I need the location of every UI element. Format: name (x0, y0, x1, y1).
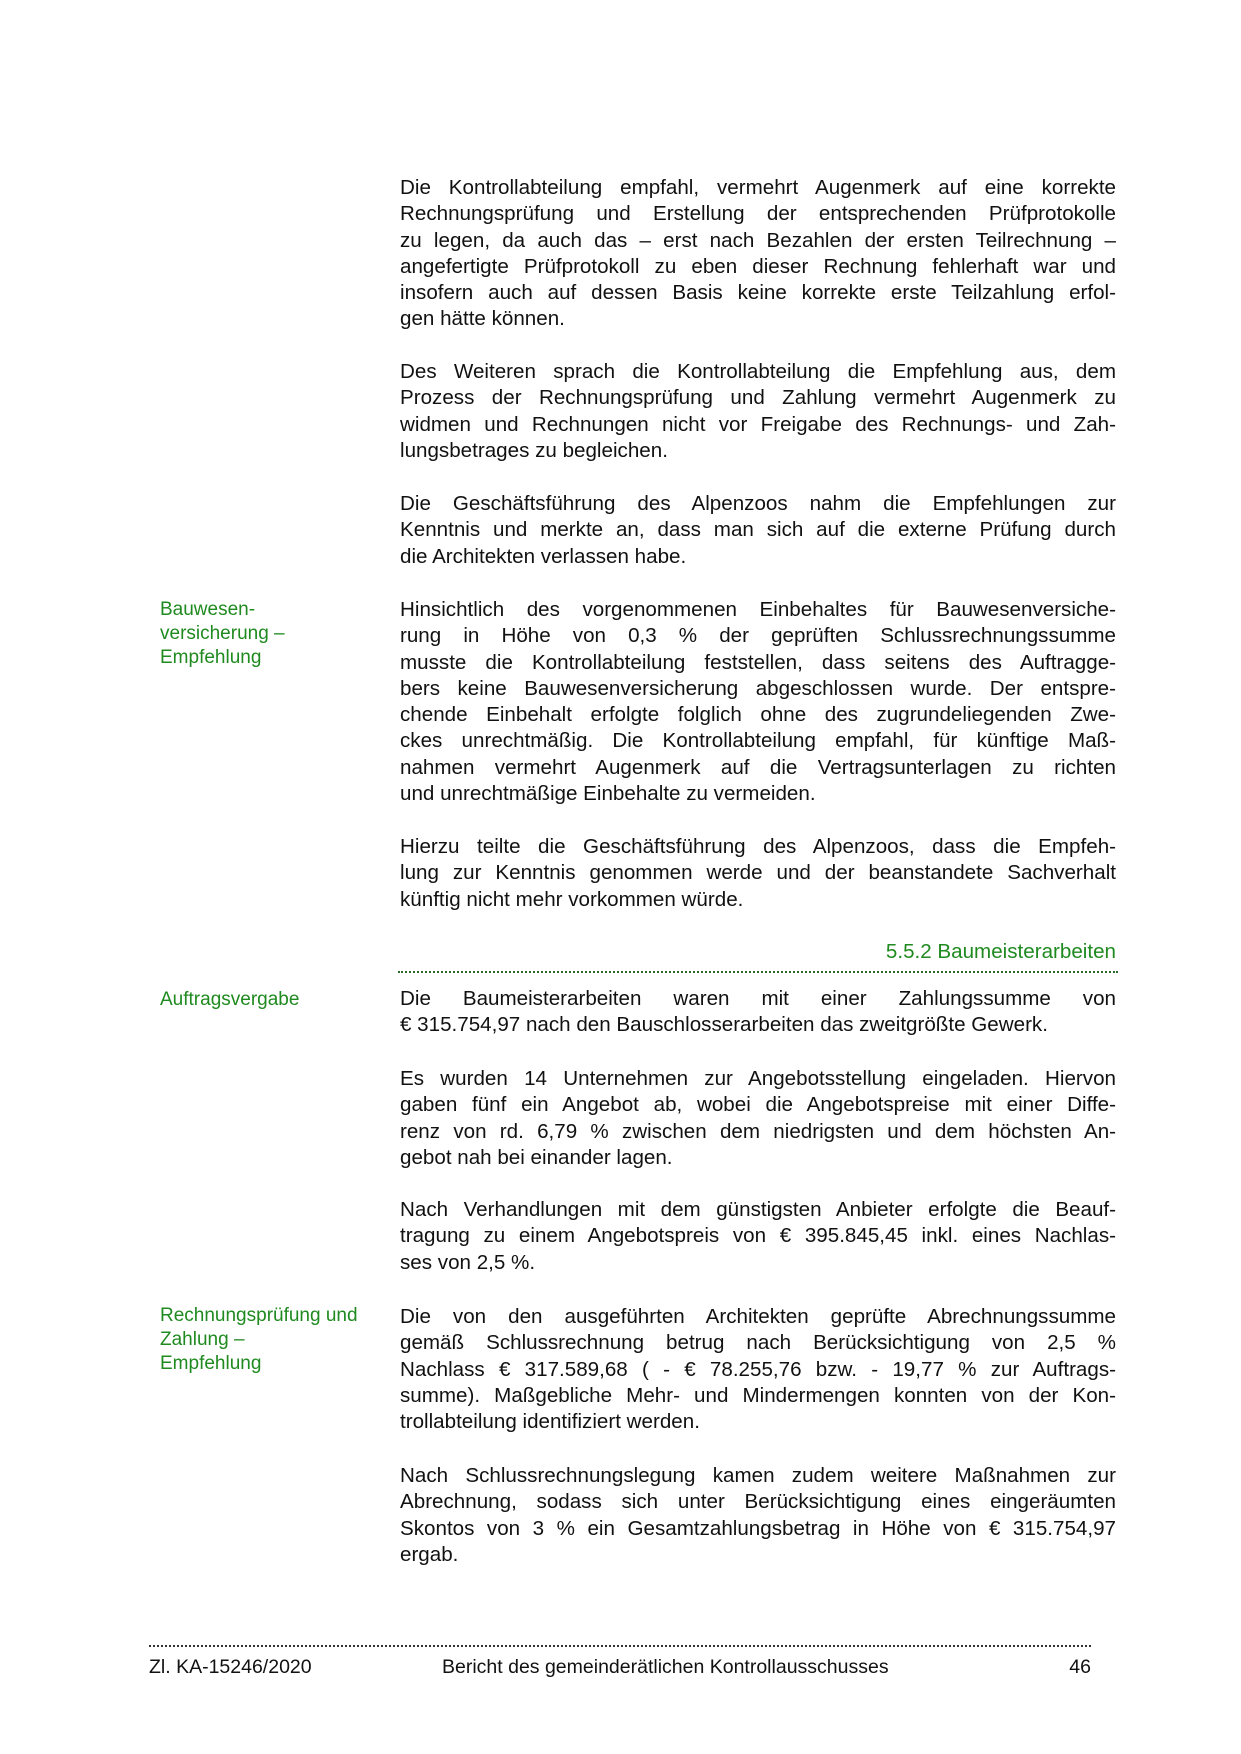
section-divider (398, 971, 1118, 973)
paragraph (400, 1066, 1116, 1171)
text-line: ses von 2,5 %. (400, 1250, 536, 1274)
paragraph (400, 359, 1116, 464)
text-line: Nach Schlussrechnungslegung kamen zudem weitere Maßnahmen zur (400, 1464, 1116, 1487)
text-line: insofern auch auf dessen Basis keine korrekte erste Teilzahlung erfol- (400, 281, 1116, 305)
text-line: Nach Verhandlungen mit dem günstigsten Anbieter erfolgte die Beauf- (400, 1198, 1116, 1221)
margin-note-line: versicherung – (160, 623, 285, 644)
text-line: Prozess der Rechnungsprüfung und Zahlung vermehrt Augenmerk zu (400, 386, 1116, 410)
paragraph (400, 175, 1116, 333)
text-line: Kenntnis und merkte an, dass man sich auf die externe Prüfung durch (400, 518, 1116, 542)
paragraph (400, 834, 1116, 913)
margin-note-line: Rechnungsprüfung und (160, 1305, 358, 1326)
text-line: € 315.754,97 nach den Bauschlosserarbeiten das zweitgrößte Gewerk. (400, 1013, 1048, 1037)
margin-note-line: Bauwesen- (160, 599, 256, 620)
margin-note (160, 988, 390, 1012)
text-line: trollabteilung identifiziert werden. (400, 1410, 700, 1434)
text-line: gen hätte können. (400, 307, 565, 331)
text-line: Hierzu teilte die Geschäftsführung des Alpenzoos, dass die Empfeh- (400, 835, 1116, 858)
text-line: renz von rd. 6,79 % zwischen dem niedrigsten und dem höchsten An- (400, 1119, 1116, 1143)
paragraph (400, 1304, 1116, 1435)
text-line: chende Einbehalt erfolgte folglich ohne des zugrundeliegenden Zwe- (400, 703, 1116, 727)
text-line: summe). Maßgebliche Mehr- und Mindermengen konnten von der Kon- (400, 1383, 1116, 1407)
margin-note (160, 598, 390, 670)
paragraph (400, 1197, 1116, 1276)
footer-title: Bericht des gemeinderätlichen Kontrollausschusses (442, 1656, 889, 1678)
section-heading: 5.5.2 Baumeisterarbeiten (885, 940, 1116, 963)
text-line: und unrechtmäßige Einbehalte zu vermeiden. (400, 782, 816, 806)
paragraph (400, 1463, 1116, 1568)
text-line: Es wurden 14 Unternehmen zur Angebotsstellung eingeladen. Hiervon (400, 1067, 1116, 1090)
text-line: gemäß Schlussrechnung betrug nach Berücksichtigung von 2,5 % (400, 1331, 1116, 1355)
text-line: lung zur Kenntnis genommen werde und der beanstandete Sachverhalt (400, 861, 1116, 885)
text-line: Die Baumeisterarbeiten waren mit einer Zahlungssumme von (400, 987, 1116, 1010)
footer-divider (149, 1645, 1091, 1647)
margin-note (160, 1304, 390, 1376)
text-line: ergab. (400, 1542, 459, 1566)
paragraph (400, 597, 1116, 807)
margin-note-line: Zahlung – (160, 1329, 245, 1350)
margin-note-line: Auftragsvergabe (160, 989, 300, 1010)
text-line: lungsbetrages zu begleichen. (400, 438, 668, 462)
text-line: zu legen, da auch das – erst nach Bezahlen der ersten Teilrechnung – (400, 228, 1116, 252)
text-line: musste die Kontrollabteilung feststellen, dass seitens des Auftragge- (400, 650, 1116, 674)
text-line: Rechnungsprüfung und Erstellung der entsprechenden Prüfprotokolle (400, 202, 1116, 226)
text-line: Die Kontrollabteilung empfahl, vermehrt Augenmerk auf eine korrekte (400, 176, 1116, 199)
text-line: Nachlass € 317.589,68 ( - € 78.255,76 bzw. - 19,77 % zur Auftrags- (400, 1357, 1116, 1381)
text-line: tragung zu einem Angebotspreis von € 395.845,45 inkl. eines Nachlas- (400, 1224, 1116, 1248)
text-line: Abrechnung, sodass sich unter Berücksichtigung eines eingeräumten (400, 1490, 1116, 1514)
text-line: angefertigte Prüfprotokoll zu eben dieser Rechnung fehlerhaft war und (400, 254, 1116, 278)
text-line: gaben fünf ein Angebot ab, wobei die Angebotspreise mit einer Diffe- (400, 1093, 1116, 1117)
text-line: Die von den ausgeführten Architekten geprüfte Abrechnungssumme (400, 1305, 1116, 1328)
footer-reference: Zl. KA-15246/2020 (149, 1656, 312, 1678)
text-line: widmen und Rechnungen nicht vor Freigabe des Rechnungs- und Zah- (400, 412, 1116, 436)
page-number: 46 (1069, 1656, 1091, 1678)
text-line: Hinsichtlich des vorgenommenen Einbehaltes für Bauwesenversiche- (400, 598, 1116, 621)
text-line: bers keine Bauwesenversicherung abgeschlossen wurde. Der entspre- (400, 676, 1116, 700)
text-line: gebot nah bei einander lagen. (400, 1145, 673, 1169)
paragraph (400, 491, 1116, 570)
text-line: Skontos von 3 % ein Gesamtzahlungsbetrag in Höhe von € 315.754,97 (400, 1516, 1116, 1540)
paragraph (400, 986, 1116, 1039)
margin-note-line: Empfehlung (160, 1353, 262, 1374)
text-line: Die Geschäftsführung des Alpenzoos nahm die Empfehlungen zur (400, 492, 1116, 515)
text-line: rung in Höhe von 0,3 % der geprüften Schlussrechnungssumme (400, 624, 1116, 648)
margin-note-line: Empfehlung (160, 647, 262, 668)
text-line: künftig nicht mehr vorkommen würde. (400, 887, 744, 911)
text-line: nahmen vermehrt Augenmerk auf die Vertragsunterlagen zu richten (400, 755, 1116, 779)
text-line: die Architekten verlassen habe. (400, 544, 687, 568)
text-line: Des Weiteren sprach die Kontrollabteilung die Empfehlung aus, dem (400, 360, 1116, 383)
text-line: ckes unrechtmäßig. Die Kontrollabteilung empfahl, für künftige Maß- (400, 729, 1116, 753)
